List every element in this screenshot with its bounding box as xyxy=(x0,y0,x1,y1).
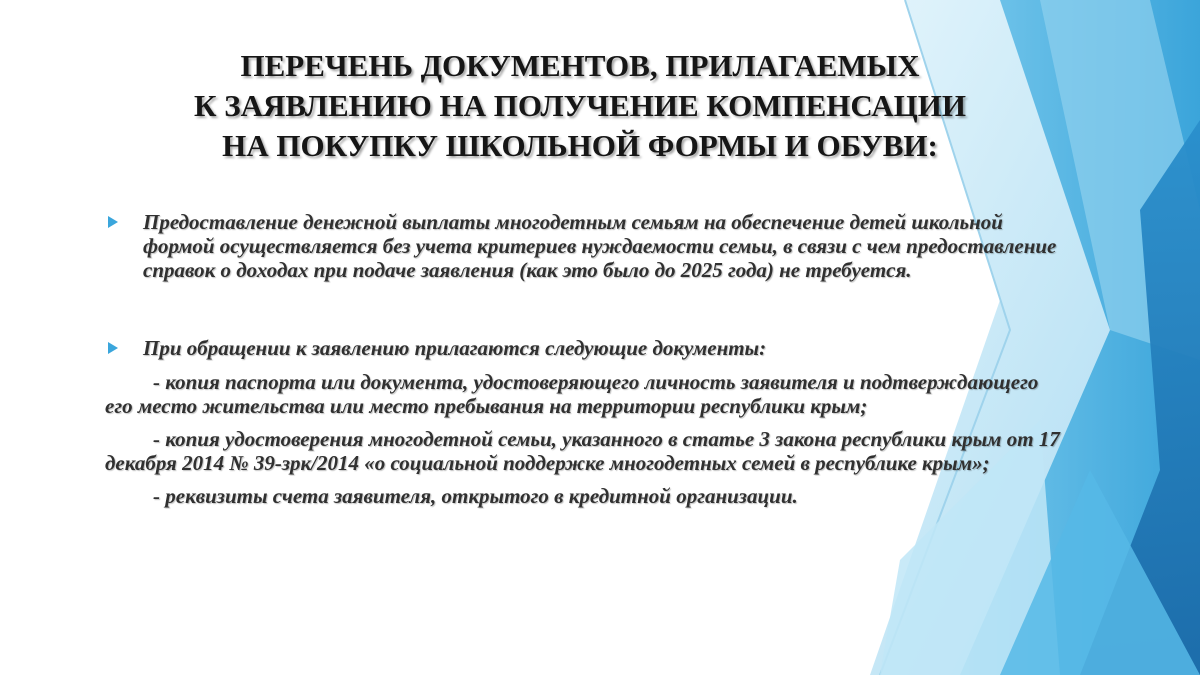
bullet-item xyxy=(105,336,1065,360)
bullet-item xyxy=(105,210,1065,282)
bullet-text: Предоставление денежной выплаты многодетным семьям на обеспечение детей школьной формой осуществляется без учета критериев нуждаемости семьи, в связи с чем предоставление справок о доходах при подаче заявления (как это было до 2025 года) не требуется. xyxy=(143,210,1057,282)
triangle-bullet-icon xyxy=(108,216,118,228)
document-item: - реквизиты счета заявителя, открытого в кредитной организации. xyxy=(153,484,798,508)
triangle-bullet-icon xyxy=(108,342,118,354)
document-item: - копия удостоверения многодетной семьи, указанного в статье 3 закона республики крым от 17 декабря 2014 № 39-зрк/2014 «о социальной поддержке многодетных семей в республике крым»; xyxy=(105,427,1060,475)
title-line: НА ПОКУПКУ ШКОЛЬНОЙ ФОРМЫ И ОБУВИ: xyxy=(222,128,938,163)
bullet-text: При обращении к заявлению прилагаются следующие документы: xyxy=(143,336,767,360)
title-line: К ЗАЯВЛЕНИЮ НА ПОЛУЧЕНИЕ КОМПЕНСАЦИИ xyxy=(194,88,966,123)
title-line: ПЕРЕЧЕНЬ ДОКУМЕНТОВ, ПРИЛАГАЕМЫХ xyxy=(240,48,920,83)
slide-body xyxy=(105,210,1065,517)
document-item: - копия паспорта или документа, удостоверяющего личность заявителя и подтверждающего его место жительства или место пребывания на территории республики крым; xyxy=(105,370,1039,418)
slide-title xyxy=(60,46,1100,166)
